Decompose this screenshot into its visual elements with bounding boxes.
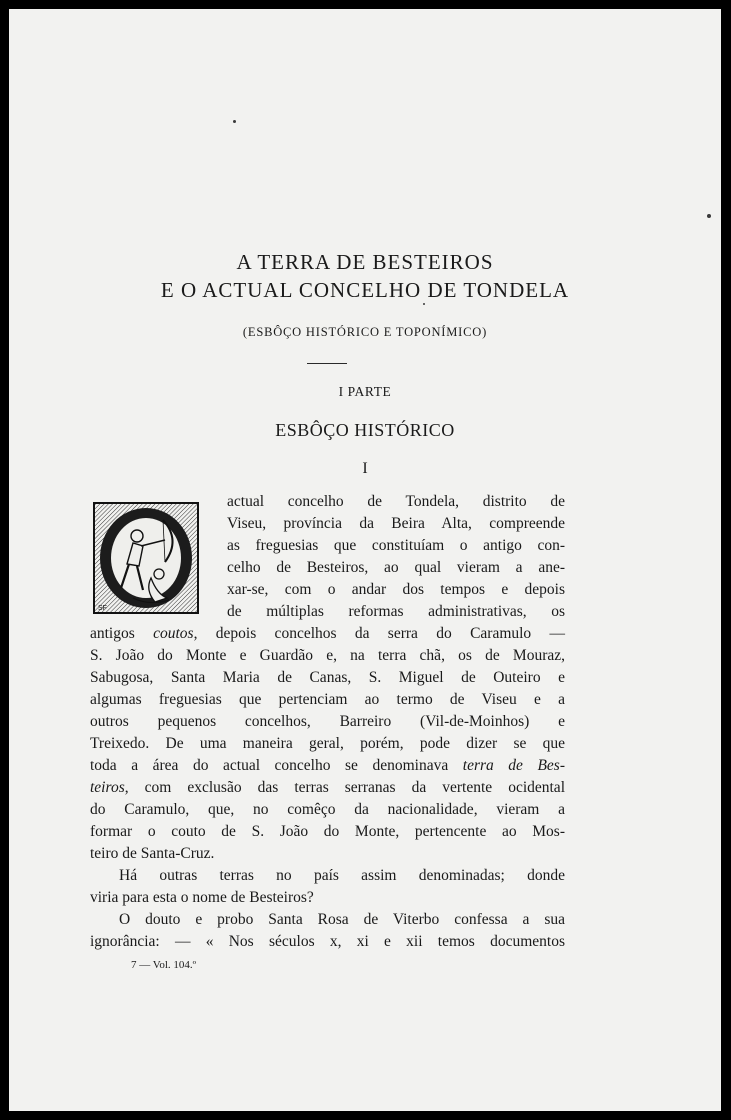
text-line-12: Treixedo. De uma maneira geral, porém, pode dizer se que [90,735,565,752]
italic-coutos: coutos [153,625,194,642]
scan-speck [233,120,236,123]
text-line-4: celho de Besteiros, ao qual vieram a ane- [227,559,565,576]
text-line-20: O douto e probo Santa Rosa de Viterbo confessa a sua [119,911,565,928]
subtitle: (ESBÔÇO HISTÓRICO E TOPONÍMICO) [242,325,488,339]
text-line-19: viria para esta o nome de Besteiros? [90,889,314,906]
text-line-17: teiro de Santa-Cruz. [90,845,215,862]
text-line-1: actual concelho de Tondela, distrito de [227,493,565,510]
initial-signature: SF [98,605,107,612]
text-line-2: Viseu, província da Beira Alta, compreende [227,515,565,532]
title-line-1: A TERRA DE BESTEIROS [236,250,494,274]
text-line-8: S. João do Monte e Guardão e, na terra chã, os de Mouraz, [90,647,565,664]
text-line-7: antigos coutos, depois concelhos da serra do Caramulo — [90,625,566,642]
text-line-5: xar-se, com o andar dos tempos e depois [227,581,565,598]
text-line-21: ignorância: — « Nos séculos x, xi e xii temos documentos [90,933,565,950]
divider-rule [307,363,347,364]
chapter-number: I [362,460,368,477]
text-line-15: do Caramulo, que, no comêço da nacionalidade, vieram a [90,801,565,818]
text-line-18: Há outras terras no país assim denominadas; donde [119,867,565,884]
printer-signature: 7 — Vol. 104.º [131,959,197,971]
text-line-10: algumas freguesias que pertenciam ao termo de Viseu e a [90,691,565,708]
scan-speck [707,214,711,218]
text-line-6: de múltiplas reformas administrativas, os [227,603,565,620]
text-line-16: formar o couto de S. João do Monte, pertencente ao Mos- [90,823,565,840]
book-page [9,9,721,1111]
scan-speck [423,303,425,305]
text-line-14: teiros, com exclusão das terras serranas da vertente ocidental [90,779,565,796]
text-line-3: as freguesias que constituíam o antigo con- [227,537,565,554]
text-line-11: outros pequenos concelhos, Barreiro (Vil-de-Moinhos) e [90,713,565,730]
title-line-2: E O ACTUAL CONCELHO DE TONDELA [160,278,570,302]
part-label: I PARTE [338,384,392,399]
text-line-13: toda a área do actual concelho se denominava terra de Bes- [90,757,566,774]
section-title: ESBÔÇO HISTÓRICO [275,420,455,440]
text-line-9: Sabugosa, Santa Maria de Canas, S. Miguel de Outeiro e [90,669,565,686]
decorated-initial-illustration [93,502,199,614]
